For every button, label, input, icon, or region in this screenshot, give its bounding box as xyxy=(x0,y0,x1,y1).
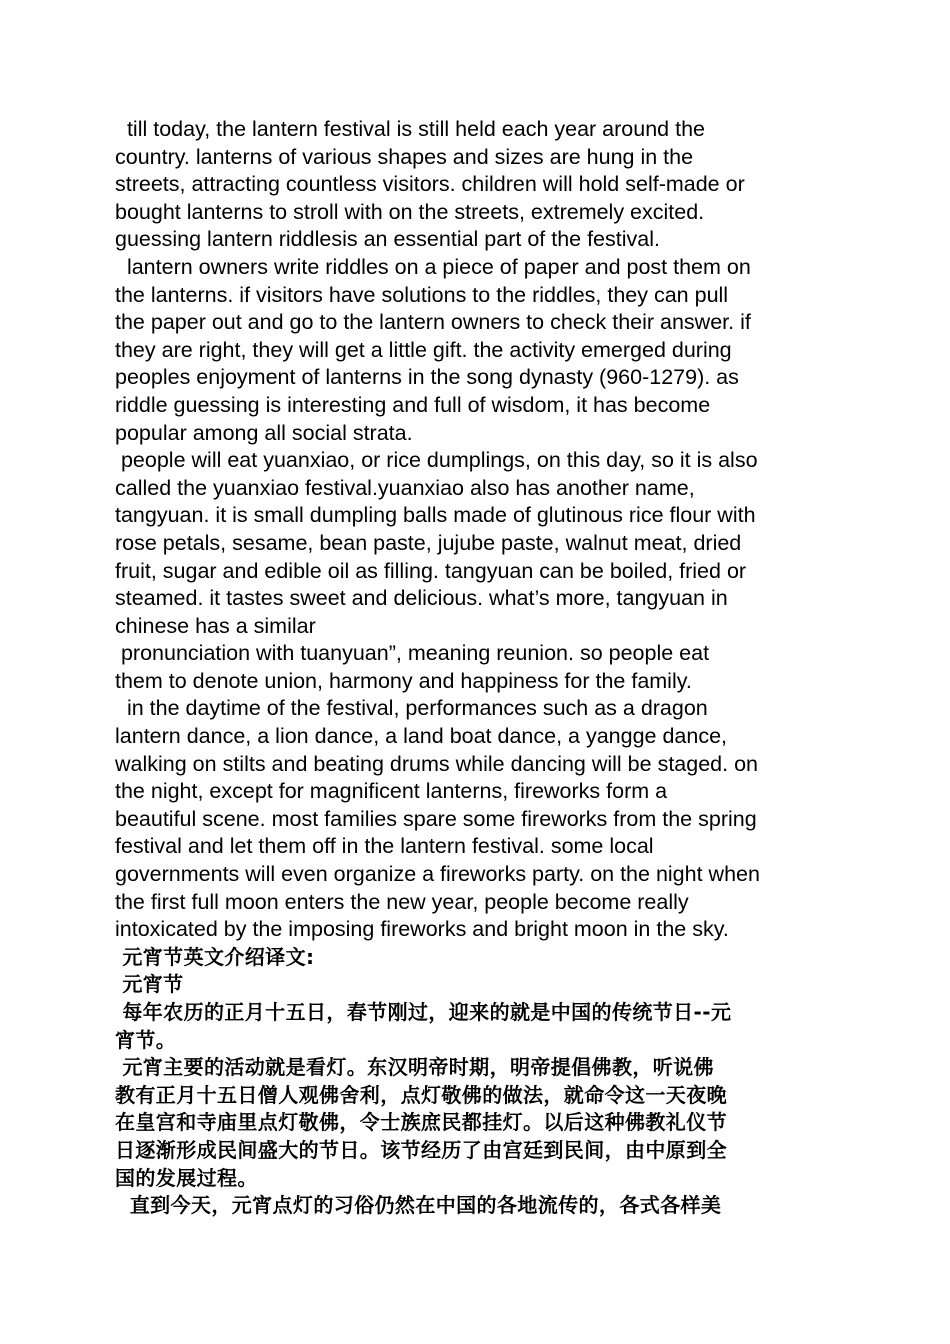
text-line: guessing lantern riddlesis an essential part of the festival. xyxy=(115,227,660,252)
text-line: country. lanterns of various shapes and sizes are hung in the xyxy=(115,144,694,169)
text-line: riddle guessing is interesting and full of wisdom, it has become xyxy=(115,392,711,417)
translation-title: 元宵节 xyxy=(115,972,184,997)
text-line: till today, the lantern festival is still held each year around the xyxy=(115,117,705,141)
text-line: called the yuanxiao festival.yuanxiao also has another name, xyxy=(115,475,695,500)
text-line: lantern dance, a lion dance, a land boat dance, a yangge dance, xyxy=(115,724,728,749)
text-line: popular among all social strata. xyxy=(115,420,413,445)
chinese-text-line: 日逐渐形成民间盛大的节日。该节经历了由宫廷到民间，由中原到全 xyxy=(115,1137,727,1162)
chinese-text-line: 在皇宫和寺庙里点灯敬佛，令士族庶民都挂灯。以后这种佛教礼仪节 xyxy=(115,1110,727,1135)
text-line: governments will even organize a fireworks party. on the night when xyxy=(115,862,760,887)
text-line: the first full moon enters the new year, people become really xyxy=(115,889,689,914)
text-line: the lanterns. if visitors have solutions to the riddles, they can pull xyxy=(115,282,729,307)
text-line: fruit, sugar and edible oil as filling. tangyuan can be boiled, fried or xyxy=(115,558,747,583)
text-line: beautiful scene. most families spare some fireworks from the spring xyxy=(115,806,757,831)
text-line: chinese has a similar xyxy=(115,613,316,638)
text-line: peoples enjoyment of lanterns in the song dynasty (960-1279). as xyxy=(115,365,739,390)
document-body xyxy=(115,116,845,1220)
text-line: streets, attracting countless visitors. children will hold self-made or xyxy=(115,172,745,197)
text-line: the night, except for magnificent lanterns, fireworks form a xyxy=(115,779,668,804)
text-line: rose petals, sesame, bean paste, jujube paste, walnut meat, dried xyxy=(115,530,742,555)
text-line: tangyuan. it is small dumpling balls made of glutinous rice flour with xyxy=(115,503,756,528)
chinese-text-line: 教有正月十五日僧人观佛舍利，点灯敬佛的做法，就命令这一天夜晚 xyxy=(115,1082,727,1107)
text-line: steamed. it tastes sweet and delicious. what’s more, tangyuan in xyxy=(115,586,728,611)
chinese-text-line: 直到今天，元宵点灯的习俗仍然在中国的各地流传的，各式各样美 xyxy=(115,1193,722,1218)
text-line: in the daytime of the festival, performances such as a dragon xyxy=(115,696,708,721)
text-line: pronunciation with tuanyuan”, meaning reunion. so people eat xyxy=(115,641,710,666)
text-line: festival and let them off in the lantern festival. some local xyxy=(115,834,654,859)
chinese-text-line: 元宵主要的活动就是看灯。东汉明帝时期，明帝提倡佛教，听说佛 xyxy=(115,1055,714,1080)
chinese-text-line: 宵节。 xyxy=(115,1027,177,1052)
text-line: walking on stilts and beating drums while dancing will be staged. on xyxy=(115,751,758,776)
text-line: them to denote union, harmony and happiness for the family. xyxy=(115,668,692,693)
text-line: intoxicated by the imposing fireworks and bright moon in the sky. xyxy=(115,917,729,942)
text-line: lantern owners write riddles on a piece of paper and post them on xyxy=(115,254,751,279)
text-line: people will eat yuanxiao, or rice dumplings, on this day, so it is also xyxy=(115,448,758,473)
text-line: they are right, they will get a little gift. the activity emerged during xyxy=(115,337,732,362)
chinese-text-line: 每年农历的正月十五日，春节刚过，迎来的就是中国的传统节日--元 xyxy=(115,1000,732,1024)
text-line: the paper out and go to the lantern owners to check their answer. if xyxy=(115,310,751,335)
text-line: bought lanterns to stroll with on the streets, extremely excited. xyxy=(115,199,705,224)
translation-heading: 元宵节英文介绍译文: xyxy=(115,944,315,969)
chinese-text-line: 国的发展过程。 xyxy=(115,1165,258,1190)
